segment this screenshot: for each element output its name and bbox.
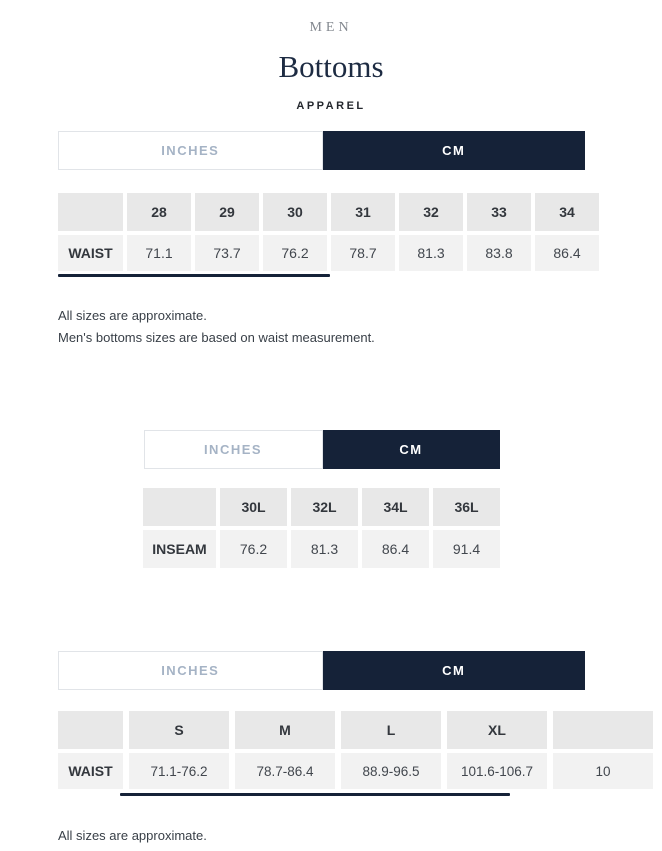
- measurement-cell: 91.4: [433, 530, 500, 568]
- page-title: Bottoms: [278, 49, 384, 84]
- size-header-cell: 30L: [220, 488, 287, 526]
- department-label: MEN: [309, 20, 353, 35]
- size-header-cell: 31: [331, 193, 395, 231]
- note-line: All sizes are approximate.: [58, 308, 207, 323]
- measurement-cell: 78.7: [331, 235, 395, 271]
- measurement-cell: 10: [553, 753, 653, 789]
- measurement-cell: 71.1: [127, 235, 191, 271]
- size-header-cell: 28: [127, 193, 191, 231]
- measurement-cell: 76.2: [263, 235, 327, 271]
- size-header-cell: 32L: [291, 488, 358, 526]
- tab-inches[interactable]: INCHES: [58, 131, 323, 170]
- measurement-cell: 78.7-86.4: [235, 753, 335, 789]
- note-line: All sizes are approximate.: [58, 828, 207, 843]
- waist-letter-table: [58, 711, 611, 789]
- measurement-cell: 88.9-96.5: [341, 753, 441, 789]
- size-header-cell: [553, 711, 653, 749]
- size-header-cell: 30: [263, 193, 327, 231]
- row-label-cell: INSEAM: [143, 530, 216, 568]
- measurement-cell: 81.3: [291, 530, 358, 568]
- size-header-cell: 36L: [433, 488, 500, 526]
- corner-cell: [143, 488, 216, 526]
- content-column: [58, 131, 611, 847]
- table-header-row: [58, 193, 585, 231]
- row-label-cell: WAIST: [58, 235, 123, 271]
- tab-inches[interactable]: INCHES: [144, 430, 323, 469]
- measurement-cell: 86.4: [535, 235, 599, 271]
- horizontal-scrollbar-thumb[interactable]: [58, 274, 330, 277]
- inseam-table: [143, 488, 500, 568]
- unit-toggle-inseam: [144, 430, 500, 469]
- measurement-cell: 81.3: [399, 235, 463, 271]
- measurement-cell: 73.7: [195, 235, 259, 271]
- tab-cm[interactable]: CM: [323, 430, 500, 469]
- corner-cell: [58, 711, 123, 749]
- tab-cm[interactable]: CM: [323, 131, 586, 170]
- horizontal-scrollbar-thumb[interactable]: [120, 793, 510, 796]
- unit-toggle-waist-letter: [58, 651, 585, 690]
- size-header-cell: S: [129, 711, 229, 749]
- table-header-row: [143, 488, 500, 526]
- measurement-cell: 83.8: [467, 235, 531, 271]
- waist-numeric-table: [58, 193, 585, 271]
- size-header-cell: 29: [195, 193, 259, 231]
- measurement-cell: 71.1-76.2: [129, 753, 229, 789]
- size-header-cell: 34: [535, 193, 599, 231]
- size-header-cell: 34L: [362, 488, 429, 526]
- measurement-cell: 76.2: [220, 530, 287, 568]
- table-value-row: [58, 753, 611, 789]
- size-header-cell: 33: [467, 193, 531, 231]
- table-value-row: [143, 530, 500, 568]
- page-header: [0, 20, 662, 113]
- size-header-cell: 32: [399, 193, 463, 231]
- unit-toggle-waist-numeric: [58, 131, 585, 170]
- note-line: Men's bottoms sizes are based on waist measurement.: [58, 330, 375, 345]
- size-header-cell: XL: [447, 711, 547, 749]
- category-label: APPAREL: [296, 100, 366, 112]
- table-header-row: [58, 711, 585, 749]
- tab-inches[interactable]: INCHES: [58, 651, 323, 690]
- size-header-cell: L: [341, 711, 441, 749]
- measurement-cell: 86.4: [362, 530, 429, 568]
- corner-cell: [58, 193, 123, 231]
- size-header-cell: M: [235, 711, 335, 749]
- measurement-cell: 101.6-106.7: [447, 753, 547, 789]
- table-notes: [58, 305, 585, 349]
- table-value-row: [58, 235, 585, 271]
- row-label-cell: WAIST: [58, 753, 123, 789]
- table-notes: [58, 825, 585, 847]
- tab-cm[interactable]: CM: [323, 651, 586, 690]
